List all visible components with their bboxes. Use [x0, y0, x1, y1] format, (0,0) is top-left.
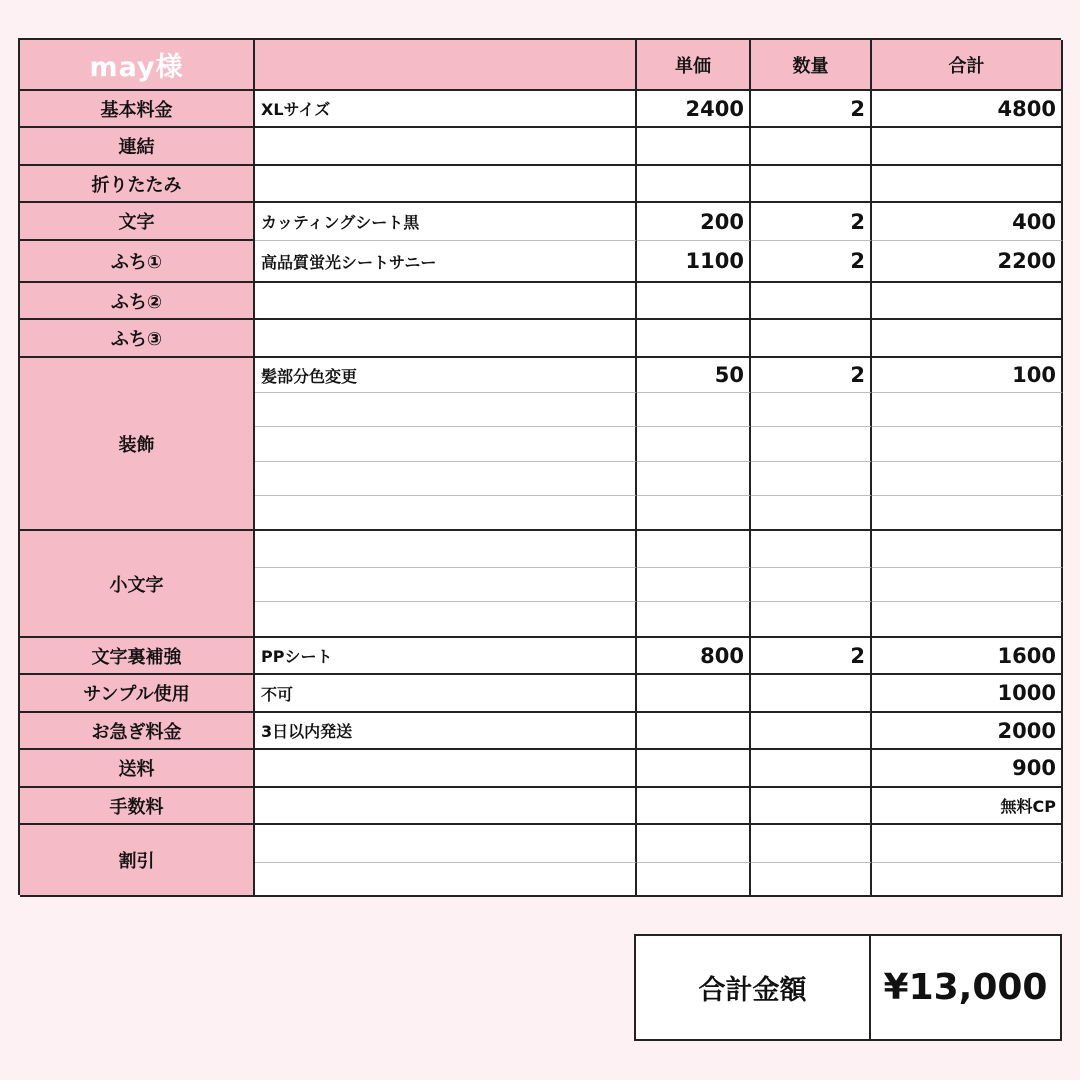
row-label-border3: ふち③ [20, 320, 255, 358]
row-label-border1: ふち① [20, 241, 255, 283]
item-connect [255, 128, 637, 166]
item-border2 [255, 283, 637, 320]
qty-border1: 2 [751, 241, 872, 283]
header-item-cell [255, 40, 637, 91]
item-fold [255, 166, 637, 203]
row-label-decoration: 装飾 [20, 358, 255, 531]
price-sample [637, 675, 751, 713]
empty-cell [637, 531, 751, 568]
price-base-fee: 2400 [637, 91, 751, 128]
row-label-fold: 折りたたみ [20, 166, 255, 203]
empty-cell [255, 462, 637, 496]
row-label-small-letters: 小文字 [20, 531, 255, 638]
empty-cell [872, 602, 1063, 638]
grand-total-label: 合計金額 [636, 936, 871, 1039]
empty-cell [872, 462, 1063, 496]
qty-letters: 2 [751, 203, 872, 241]
empty-cell [255, 531, 637, 568]
qty-shipping [751, 750, 872, 788]
item-rush: 3日以内発送 [255, 713, 637, 750]
item-decoration: 髪部分色変更 [255, 358, 637, 393]
empty-cell [751, 863, 872, 897]
qty-handling [751, 788, 872, 825]
total-decoration: 100 [872, 358, 1063, 393]
empty-cell [255, 863, 637, 897]
total-border1: 2200 [872, 241, 1063, 283]
empty-cell [255, 568, 637, 602]
item-letters: カッティングシート黒 [255, 203, 637, 241]
total-connect [872, 128, 1063, 166]
empty-cell [872, 863, 1063, 897]
row-label-connect: 連結 [20, 128, 255, 166]
item-base-fee: XLサイズ [255, 91, 637, 128]
grand-total-box [634, 934, 1062, 1041]
qty-backing: 2 [751, 638, 872, 675]
empty-cell [751, 568, 872, 602]
empty-cell [751, 825, 872, 863]
empty-cell [872, 427, 1063, 462]
empty-cell [751, 496, 872, 531]
empty-cell [637, 863, 751, 897]
empty-cell [637, 427, 751, 462]
item-handling [255, 788, 637, 825]
price-border3 [637, 320, 751, 358]
total-letters: 400 [872, 203, 1063, 241]
qty-sample [751, 675, 872, 713]
row-label-rush: お急ぎ料金 [20, 713, 255, 750]
item-backing: PPシート [255, 638, 637, 675]
row-label-discount: 割引 [20, 825, 255, 897]
qty-base-fee: 2 [751, 91, 872, 128]
empty-cell [255, 427, 637, 462]
price-decoration: 50 [637, 358, 751, 393]
total-base-fee: 4800 [872, 91, 1063, 128]
empty-cell [637, 462, 751, 496]
row-label-base-fee: 基本料金 [20, 91, 255, 128]
empty-cell [255, 496, 637, 531]
empty-cell [872, 531, 1063, 568]
price-backing: 800 [637, 638, 751, 675]
empty-cell [255, 602, 637, 638]
header-unit-price: 単価 [637, 40, 751, 91]
row-label-shipping: 送料 [20, 750, 255, 788]
empty-cell [872, 825, 1063, 863]
empty-cell [637, 825, 751, 863]
empty-cell [637, 496, 751, 531]
price-handling [637, 788, 751, 825]
item-border3 [255, 320, 637, 358]
empty-cell [255, 393, 637, 427]
price-border2 [637, 283, 751, 320]
empty-cell [872, 496, 1063, 531]
total-handling: 無料CP [872, 788, 1063, 825]
empty-cell [751, 393, 872, 427]
qty-connect [751, 128, 872, 166]
grand-total-amount: ¥13,000 [883, 967, 1048, 1008]
empty-cell [637, 602, 751, 638]
customer-name: may様 [89, 52, 184, 83]
qty-border3 [751, 320, 872, 358]
price-shipping [637, 750, 751, 788]
item-sample: 不可 [255, 675, 637, 713]
row-label-sample: サンプル使用 [20, 675, 255, 713]
customer-name-cell [20, 40, 255, 91]
header-quantity: 数量 [751, 40, 872, 91]
price-letters: 200 [637, 203, 751, 241]
empty-cell [255, 825, 637, 863]
price-fold [637, 166, 751, 203]
price-border1: 1100 [637, 241, 751, 283]
total-backing: 1600 [872, 638, 1063, 675]
empty-cell [637, 393, 751, 427]
price-connect [637, 128, 751, 166]
empty-cell [751, 462, 872, 496]
row-label-handling: 手数料 [20, 788, 255, 825]
empty-cell [637, 568, 751, 602]
total-border3 [872, 320, 1063, 358]
total-border2 [872, 283, 1063, 320]
empty-cell [751, 602, 872, 638]
empty-cell [872, 393, 1063, 427]
empty-cell [751, 427, 872, 462]
qty-fold [751, 166, 872, 203]
total-shipping: 900 [872, 750, 1063, 788]
row-label-border2: ふち② [20, 283, 255, 320]
header-total: 合計 [872, 40, 1063, 91]
empty-cell [872, 568, 1063, 602]
total-sample: 1000 [872, 675, 1063, 713]
total-fold [872, 166, 1063, 203]
estimate-table [18, 38, 1061, 895]
item-border1: 高品質蛍光シートサニー [255, 241, 637, 283]
empty-cell [751, 531, 872, 568]
item-shipping [255, 750, 637, 788]
price-rush [637, 713, 751, 750]
row-label-backing: 文字裏補強 [20, 638, 255, 675]
row-label-letters: 文字 [20, 203, 255, 241]
qty-border2 [751, 283, 872, 320]
qty-rush [751, 713, 872, 750]
qty-decoration: 2 [751, 358, 872, 393]
total-rush: 2000 [872, 713, 1063, 750]
